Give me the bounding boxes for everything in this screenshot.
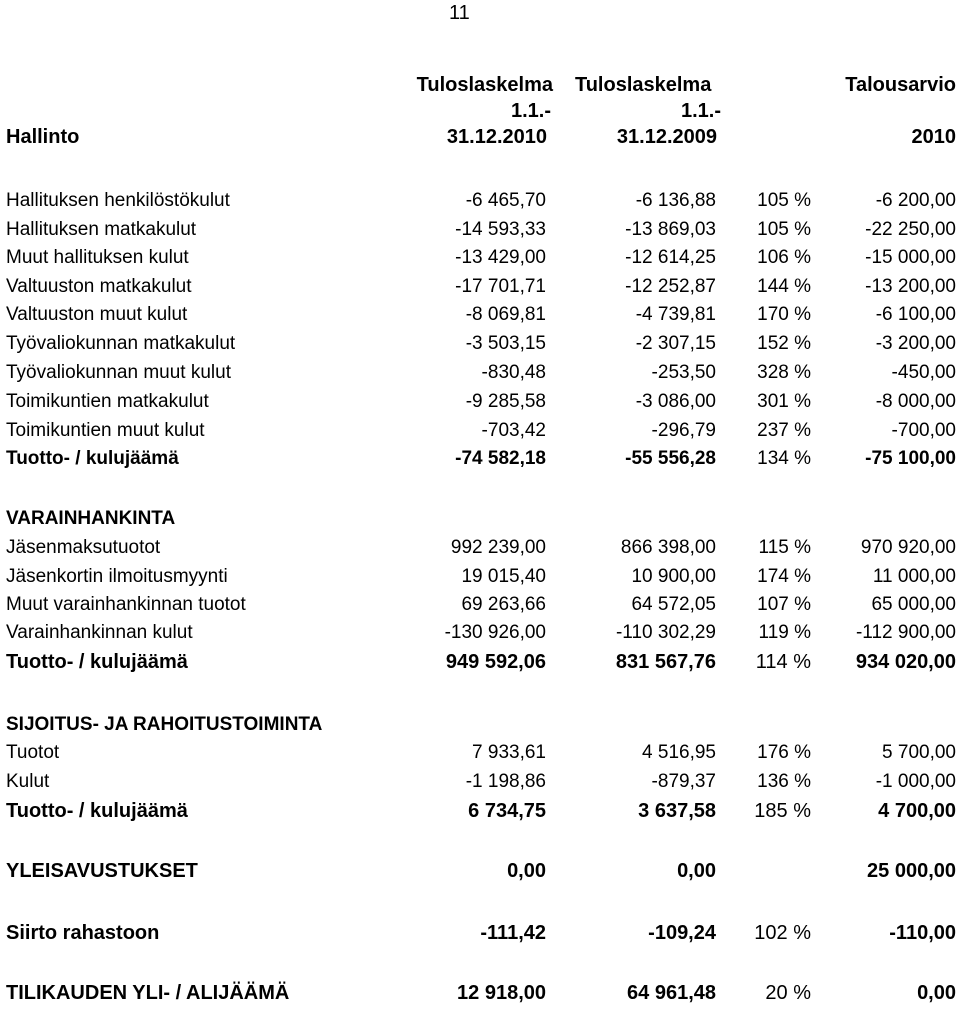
table-row [0,860,960,888]
row-value-c1: 12 918,00 [457,982,546,1004]
header-col1-line3: 31.12.2010 [446,126,547,148]
row-label: Siirto rahastoon [6,922,160,944]
table-row [0,391,960,419]
header-col3-line3: 2010 [911,126,956,148]
row-value-c3: 114 % [755,651,811,673]
header-col3-line1: Talousarvio [845,74,956,96]
row-value-c2: 4 516,95 [642,742,716,763]
row-label: Valtuuston matkakulut [6,276,192,297]
row-value-c1: -9 285,58 [465,391,546,412]
row-value-c3: 144 % [757,276,811,297]
row-label: Muut varainhankinnan tuotot [6,594,246,615]
row-value-c2: -109,24 [648,922,716,944]
row-value-c2: 64 572,05 [631,594,716,615]
row-value-c3: 105 % [757,219,811,240]
row-value-c4: -75 100,00 [865,448,956,469]
header-col2-line2: 1.1.- [680,100,721,122]
row-value-c1: 69 263,66 [461,594,546,615]
header-col2 [575,72,721,124]
row-value-c4: -700,00 [891,420,956,441]
row-value-c4: -15 000,00 [865,247,956,268]
row-value-c1: -830,48 [481,362,546,383]
row-value-c4: -112 900,00 [855,622,956,643]
row-value-c2: -110 302,29 [615,622,716,643]
row-value-c3: 102 % [754,922,811,944]
row-value-c2: 10 900,00 [631,566,716,587]
row-value-c3: 301 % [757,391,811,412]
header-col2-line3: 31.12.2009 [616,126,717,148]
row-label: YLEISAVUSTUKSET [6,860,198,882]
row-label: Valtuuston muut kulut [6,304,188,325]
row-value-c4: 0,00 [917,982,956,1004]
row-label: Tuotto- / kulujäämä [6,800,188,822]
row-value-c2: -3 086,00 [635,391,716,412]
table-row [0,566,960,594]
row-value-c4: 970 920,00 [860,537,956,558]
row-value-c2: -4 739,81 [635,304,716,325]
row-value-c1: 6 734,75 [468,800,546,822]
table-row [0,508,960,536]
row-value-c1: 949 592,06 [445,651,546,673]
table-row [0,982,960,1010]
row-label: Jäsenkortin ilmoitusmyynti [6,566,228,587]
header-col1 [417,72,553,124]
row-value-c3: 152 % [757,333,811,354]
row-value-c4: -13 200,00 [865,276,956,297]
row-value-c4: -6 200,00 [875,190,956,211]
row-value-c1: 0,00 [507,860,546,882]
row-value-c4: 65 000,00 [871,594,956,615]
row-label: Toimikuntien muut kulut [6,420,205,441]
row-value-c1: -13 429,00 [455,247,546,268]
table-row [0,537,960,565]
row-value-c2: 3 637,58 [638,800,716,822]
table-row [0,362,960,390]
table-row [0,714,960,742]
table-row [0,247,960,275]
header-col3 [845,72,956,98]
row-value-c2: -12 252,87 [625,276,716,297]
row-label: Tuotot [6,742,60,763]
page-number: 11 [449,2,470,24]
row-value-c2: -296,79 [651,420,716,441]
table-row [0,448,960,476]
row-value-c2: -6 136,88 [635,190,716,211]
row-value-c3: 136 % [757,771,811,792]
table-row [0,304,960,332]
row-value-c4: -110,00 [889,922,956,944]
row-value-c1: 7 933,61 [472,742,546,763]
row-value-c1: -130 926,00 [444,622,546,643]
row-value-c3: 176 % [757,742,811,763]
row-value-c4: 4 700,00 [878,800,956,822]
row-value-c2: 866 398,00 [620,537,716,558]
row-label: TILIKAUDEN YLI- / ALIJÄÄMÄ [6,982,290,1004]
header-col1-line2: 1.1.- [510,100,551,122]
section-title: Hallinto [6,126,80,148]
table-row [0,800,960,828]
row-label: SIJOITUS- JA RAHOITUSTOIMINTA [6,714,323,735]
row-value-c4: 25 000,00 [867,860,956,882]
table-row [0,742,960,770]
row-value-c3: 105 % [757,190,811,211]
row-value-c4: 5 700,00 [882,742,956,763]
row-value-c1: -8 069,81 [465,304,546,325]
row-value-c1: 992 239,00 [450,537,546,558]
row-value-c3: 170 % [757,304,811,325]
row-label: Työvaliokunnan muut kulut [6,362,231,383]
row-value-c1: 19 015,40 [461,566,546,587]
row-value-c3: 174 % [757,566,811,587]
row-value-c2: -55 556,28 [625,448,716,469]
row-value-c1: -74 582,18 [455,448,546,469]
row-label: Toimikuntien matkakulut [6,391,209,412]
row-value-c1: -6 465,70 [465,190,546,211]
row-value-c3: 20 % [765,982,811,1004]
table-row [0,622,960,650]
row-value-c3: 328 % [757,362,811,383]
row-label: Muut hallituksen kulut [6,247,189,268]
row-value-c2: 831 567,76 [615,651,716,673]
row-value-c3: 115 % [758,537,811,558]
row-label: Tuotto- / kulujäämä [6,651,188,673]
row-value-c2: 64 961,48 [627,982,716,1004]
header-col2-line1: Tuloslaskelma [574,74,712,96]
row-value-c2: -253,50 [651,362,716,383]
table-row [0,922,960,950]
row-value-c4: -22 250,00 [865,219,956,240]
row-value-c2: 0,00 [677,860,716,882]
row-label: VARAINHANKINTA [6,508,176,529]
row-label: Hallituksen matkakulut [6,219,197,240]
row-value-c4: 934 020,00 [855,651,956,673]
table-row [0,333,960,361]
row-label: Kulut [6,771,50,792]
row-value-c3: 185 % [754,800,811,822]
table-row [0,771,960,799]
table-row [0,190,960,218]
table-row [0,594,960,622]
row-value-c2: -12 614,25 [625,247,716,268]
row-value-c4: -6 100,00 [875,304,956,325]
header-col1-line1: Tuloslaskelma [416,74,553,96]
row-value-c1: -17 701,71 [455,276,546,297]
row-label: Työvaliokunnan matkakulut [6,333,236,354]
row-label: Varainhankinnan kulut [6,622,193,643]
row-value-c4: -8 000,00 [875,391,956,412]
table-row [0,651,960,679]
row-label: Jäsenmaksutuotot [6,537,161,558]
row-value-c1: -3 503,15 [465,333,546,354]
row-value-c3: 106 % [757,247,811,268]
row-value-c1: -111,42 [480,922,546,944]
row-value-c3: 134 % [757,448,811,469]
row-value-c2: -13 869,03 [625,219,716,240]
row-value-c1: -1 198,86 [465,771,546,792]
row-value-c3: 237 % [757,420,811,441]
row-label: Tuotto- / kulujäämä [6,448,179,469]
row-value-c4: -3 200,00 [875,333,956,354]
table-row [0,420,960,448]
row-value-c3: 119 % [758,622,811,643]
row-label: Hallituksen henkilöstökulut [6,190,230,211]
table-row [0,219,960,247]
row-value-c1: -703,42 [481,420,546,441]
row-value-c4: -1 000,00 [875,771,956,792]
row-value-c4: 11 000,00 [872,566,956,587]
table-row [0,276,960,304]
row-value-c1: -14 593,33 [455,219,546,240]
row-value-c4: -450,00 [891,362,956,383]
row-value-c3: 107 % [757,594,811,615]
row-value-c2: -879,37 [651,771,716,792]
row-value-c2: -2 307,15 [635,333,716,354]
